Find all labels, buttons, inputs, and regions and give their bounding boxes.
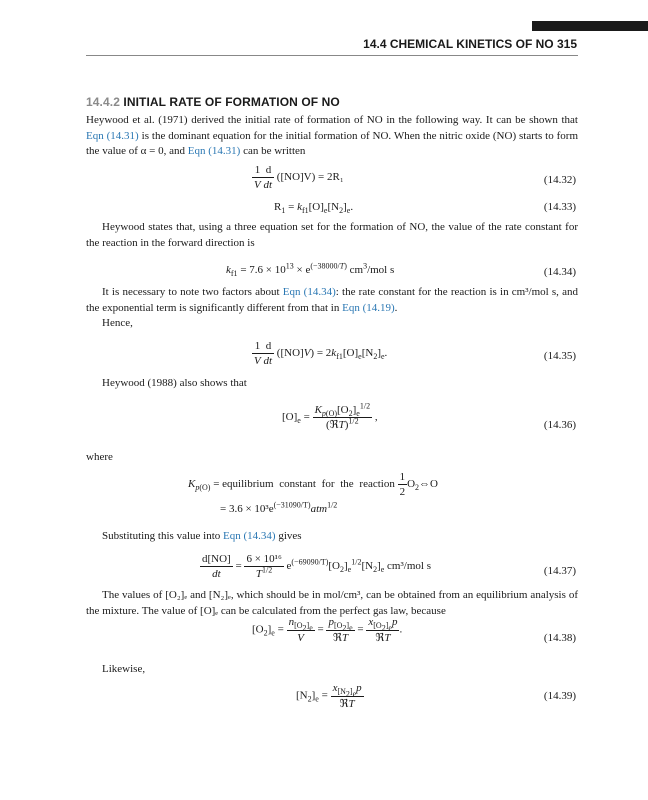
equation-kp-definition: $K_{p(O)}$ = equilibrium constant for the reaction $\frac{1}{2}$ $O_2\Leftrightarrow O$: [188, 471, 438, 498]
text-p1b: is the dominant equation for the initial formation of NO. When the nitric oxide (NO) starts to form the value of α = 0, and: [86, 129, 579, 157]
text-p3b: : the rate constant for the reaction is in cm³/mol s, and the exponential term is significantly different from that in: [86, 286, 578, 314]
paragraph-intro: [86, 113, 578, 160]
equation-number-14-36: (14.36): [543, 419, 576, 431]
equation-14-35: $\frac{1 d}{\text{V dt}}$ $([NO]V) = 2k_{f1}[O]_e[N_2]_e$.: [254, 340, 388, 367]
text-p1a: Heywood et al. (1971) derived the initial rate of formation of NO in the following way. It can be shown that: [86, 114, 578, 126]
kp-value-unit: atm: [310, 503, 328, 515]
section-number: 14.4.2: [86, 95, 120, 109]
equation-number-14-38: (14.38): [543, 632, 576, 644]
page-number: 315: [556, 37, 577, 51]
text-subst-a: Substituting this value into: [102, 530, 224, 542]
text-p3c: .: [394, 301, 398, 314]
eq14-32-rhs: ([NO]V) = 2R₁: [276, 171, 344, 184]
equation-14-39: $[N_2]_e$ = $\frac{x_{[N_2]_e}p}{\text{ℜT}}$: [296, 682, 362, 710]
kp-definition-label: equilibrium constant for the reaction: [222, 478, 395, 491]
link-eqn-14-31-b[interactable]: Eqn (14.31): [187, 145, 241, 157]
equation-number-14-39: (14.39): [543, 690, 576, 702]
section-title: INITIAL RATE OF FORMATION OF NO: [123, 95, 340, 109]
kp-value-number: 3.6 × 10³: [228, 503, 269, 515]
text-subst-b: gives: [275, 530, 302, 542]
paragraph-values: The values of [O₂]ₑ and [N₂]ₑ, which should be in mol/cm³, can be obtained from an equilibrium analysis of the mixture. The value of [O]ₑ can be calculated from the perfect gas law, because: [86, 589, 578, 617]
link-eqn-14-34-a[interactable]: Eqn (14.34): [282, 286, 336, 298]
text-heywood-1988: Heywood (1988) also shows that: [102, 377, 247, 389]
link-eqn-14-31-a[interactable]: Eqn (14.31): [86, 129, 139, 142]
equation-14-36: $[O]_e$ = $\frac{K_{p(O)}[O_2]_e^{1/2}}{(ℜT)^{1/2}}$ ,: [282, 401, 378, 431]
equation-kp-value: = $3.6 \times 10^3e^{(-31090/T)}atm^{1/2}$: [220, 500, 338, 515]
equation-number-14-35: (14.35): [543, 350, 576, 362]
equation-14-37: $\frac{d[NO]}{dt}$ = $\frac{\text{6 × 10¹⁶}}{T^{1/2}}$ $e^{(-69090/T)}[O_2]_e^{1/2}[N_2]_e$ cm³/mol s: [202, 553, 431, 580]
link-eqn-14-19[interactable]: Eqn (14.19): [342, 301, 395, 314]
text-where: where: [86, 451, 113, 463]
section-heading: [86, 95, 340, 109]
equation-14-34: $k_{f1} = 7.6 \times 10^{13} \times e^{(-38000/T)}$ $cm^3$/mol s: [226, 261, 395, 279]
eq14-37-coefficient: 6 × 10¹⁶: [246, 553, 282, 565]
running-header: [363, 37, 577, 51]
link-eqn-14-34-b[interactable]: Eqn (14.34): [223, 530, 276, 542]
kp-value-exponent: (−31090/T): [273, 500, 311, 510]
text-likewise: Likewise,: [102, 663, 146, 675]
equation-14-33: $R_1 = k_{f1}[O]_e[N_2]_e$.: [274, 201, 354, 216]
text-p1c: can be written: [240, 145, 306, 157]
equation-14-32: $\frac{1 d}{\text{V dt}}$ ([NO]V) = 2R₁: [254, 164, 344, 191]
equation-14-38: $[O_2]_e$ = $\frac{n_{[O_2]_e}}{V}$ = $\frac{p_{[O_2]_e}}{\text{ℜT}}$ = $\frac{x_{[O_2]_e}p}{\text{ℜT}}$ .: [252, 616, 403, 644]
paragraph-two-factors: [86, 285, 578, 316]
header-section-ref: 14.4 CHEMICAL KINETICS OF NO: [363, 37, 554, 51]
header-bar: [532, 21, 648, 31]
eq14-37-unit: cm³/mol s: [387, 560, 431, 573]
text-p3a: It is necessary to note two factors about: [102, 286, 283, 298]
equation-number-14-33: (14.33): [543, 201, 576, 213]
equation-number-14-32: (14.32): [543, 174, 576, 186]
equation-number-14-34: (14.34): [543, 266, 576, 278]
text-hence: Hence,: [102, 317, 133, 329]
eq14-37-exponent: (−69090/T): [291, 557, 329, 567]
paragraph-substituting: [102, 530, 302, 542]
header-rule: [86, 55, 578, 56]
equation-number-14-37: (14.37): [543, 565, 576, 577]
paragraph-heywood-states: Heywood states that, using a three equation set for the formation of NO, the value of the rate constant for the reaction in the forward direction is: [86, 221, 578, 249]
